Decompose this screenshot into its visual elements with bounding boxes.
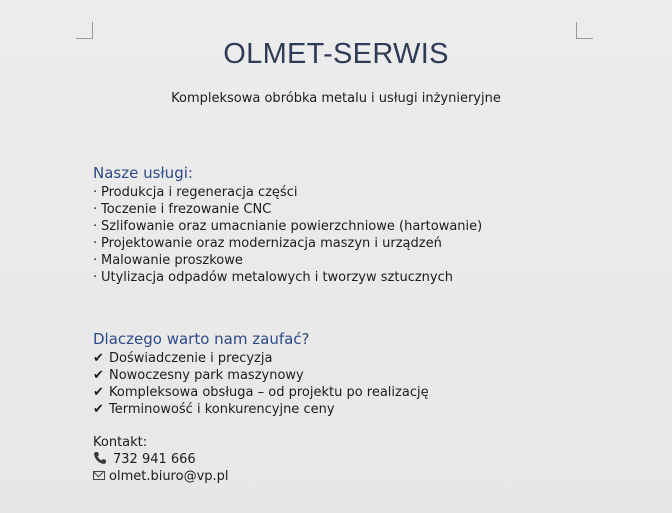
phone-icon (93, 451, 109, 468)
service-item (93, 218, 482, 235)
service-item (93, 184, 482, 201)
checkmark-icon: ✔ (93, 385, 104, 400)
checkmark-icon: ✔ (93, 368, 104, 383)
trust-item-text: Nowoczesny park maszynowy (109, 368, 304, 383)
bullet-icon: · (93, 185, 98, 200)
service-item (93, 269, 482, 286)
trust-item (93, 384, 429, 401)
bullet-icon: · (93, 219, 98, 234)
service-item (93, 201, 482, 218)
trust-item-text: Terminowość i konkurencyjne ceny (109, 402, 335, 417)
services-heading: Nasze usługi: (93, 164, 193, 182)
mail-icon (93, 471, 105, 480)
document-subtitle: Kompleksowa obróbka metalu i usługi inżynieryjne (171, 91, 501, 106)
bullet-icon: · (93, 253, 98, 268)
top-right-margin-mark (576, 22, 593, 39)
checkmark-icon: ✔ (93, 351, 104, 366)
service-item-text: Malowanie proszkowe (101, 253, 243, 268)
trust-heading: Dlaczego warto nam zaufać? (93, 330, 310, 348)
trust-item-text: Doświadczenie i precyzja (109, 351, 273, 366)
document-title: OLMET-SERWIS (223, 38, 449, 70)
service-item (93, 252, 482, 269)
contact-email[interactable]: olmet.biuro@vp.pl (109, 469, 229, 484)
bullet-icon: · (93, 270, 98, 285)
contact-label: Kontakt: (93, 435, 148, 450)
trust-item (93, 401, 429, 418)
service-item-text: Utylizacja odpadów metalowych i tworzyw sztucznych (101, 270, 453, 285)
contact-email-row (93, 468, 229, 485)
checkmark-icon: ✔ (93, 402, 104, 417)
service-item-text: Szlifowanie oraz umacnianie powierzchniowe (hartowanie) (101, 219, 483, 234)
top-left-margin-mark (76, 22, 93, 39)
trust-item (93, 350, 429, 367)
trust-list (93, 350, 429, 418)
bullet-icon: · (93, 202, 98, 217)
service-item-text: Toczenie i frezowanie CNC (101, 202, 272, 217)
contact-phone[interactable]: 732 941 666 (113, 452, 196, 467)
contact-block (93, 434, 229, 485)
service-item (93, 235, 482, 252)
trust-item-text: Kompleksowa obsługa – od projektu po realizację (109, 385, 429, 400)
services-list (93, 184, 482, 286)
service-item-text: Produkcja i regeneracja części (101, 185, 298, 200)
service-item-text: Projektowanie oraz modernizacja maszyn i urządzeń (101, 236, 442, 251)
contact-phone-row (93, 451, 229, 468)
trust-item (93, 367, 429, 384)
bullet-icon: · (93, 236, 98, 251)
